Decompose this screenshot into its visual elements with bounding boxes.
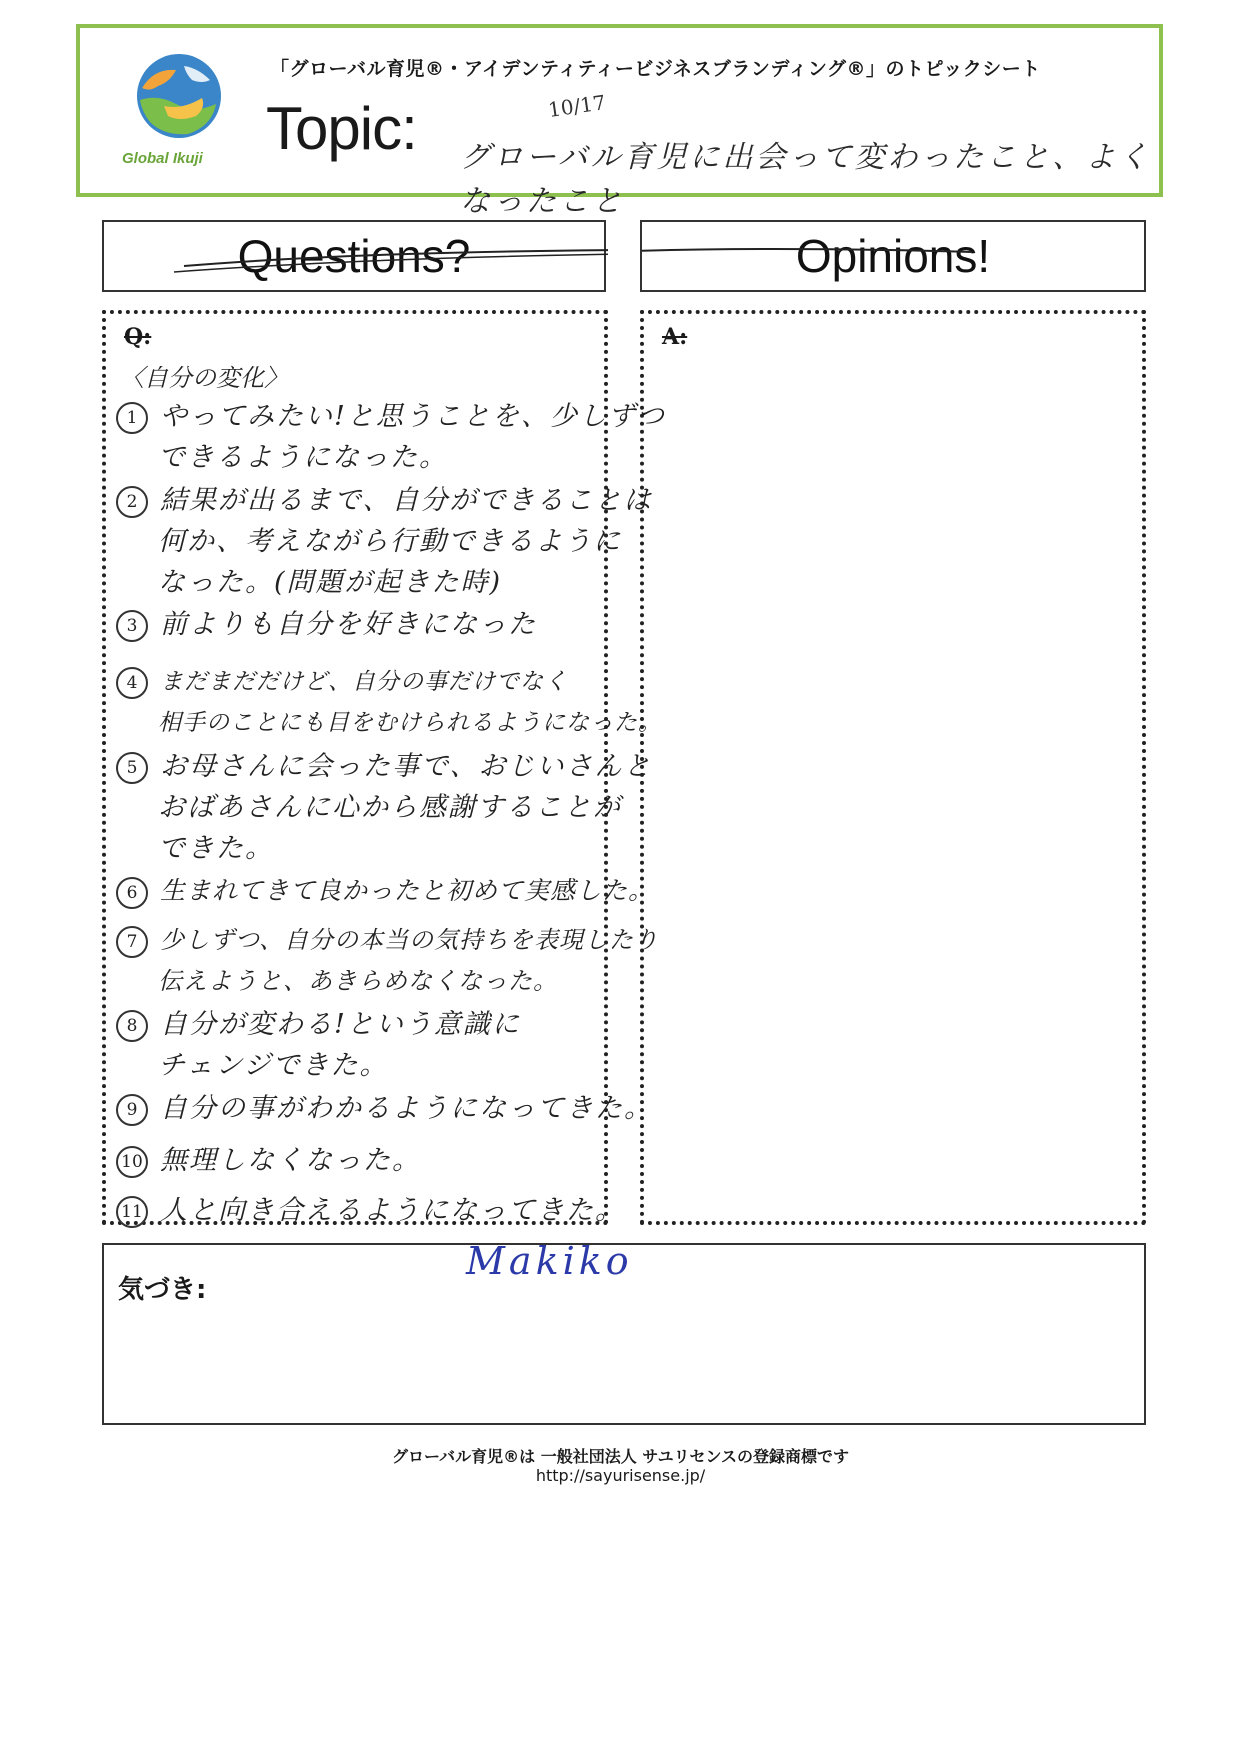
strikethrough-mark [642,222,1148,294]
footer-url: http://sayurisense.jp/ [535,1466,706,1485]
answer-item: 9 自分の事がわかるようになってきた。 [116,1088,653,1129]
answer-item: 2 結果が出るまで、自分ができることは 何か、考えながら行動できるように なった。(問題が起きた時) [116,480,652,603]
answer-item: 3 前よりも自分を好きになった [116,604,537,645]
global-ikuji-logo [124,48,234,178]
questions-heading: Questions? [237,230,471,282]
author-name: Makiko [466,1239,633,1283]
sheet-title: 「グローバル育児®・アイデンティティービジネスブランディング®」のトピックシート [270,58,1041,80]
answer-item: 5 お母さんに会った事で、おじいさんと おばあさんに心から感謝することが できた。 [116,746,652,869]
topic-date: 10/17 [546,90,608,122]
answer-item: 7 少しずつ、自分の本当の気持ちを表現したり 伝えようと、あきらめなくなった。 [116,920,659,1002]
opinions-panel [640,310,1146,1225]
answer-item: 10 無理しなくなった。 [116,1140,421,1181]
answer-item: 8 自分が変わる!という意識に チェンジできた。 [116,1004,521,1086]
a-marker: A: [662,324,688,350]
notice-label: 気づき: [118,1275,207,1305]
answer-item: 6 生まれてきて良かったと初めて実感した。 [116,870,654,911]
logo-text: Global Ikuji [122,150,203,167]
questions-header-box [102,220,606,292]
notice-box [102,1239,1146,1425]
answer-item: 4 まだまだだけど、自分の事だけでなく 相手のことにも目をむけられるようになった。 [116,662,662,744]
trademark-notice: グローバル育児®は 一般社団法人 サユリセンスの登録商標です [391,1447,850,1466]
strikethrough-mark [104,222,608,294]
answer-item: 1 やってみたい!と思うことを、少しずつ できるようになった。 [116,396,666,478]
topic-header [76,24,1163,219]
answers-subheading: 〈自分の変化〉 [120,364,288,392]
answer-item: 11 人と向き合えるようになってきた。 [116,1190,624,1231]
opinions-header-box [640,220,1146,292]
topic-text: グローバル育児に出会って変わったこと、よくなったこと [460,140,1152,219]
topic-label: Topic: [266,95,417,162]
q-marker: Q: [124,324,152,350]
questions-panel [102,310,666,1226]
opinions-heading: Opinions! [795,230,991,282]
